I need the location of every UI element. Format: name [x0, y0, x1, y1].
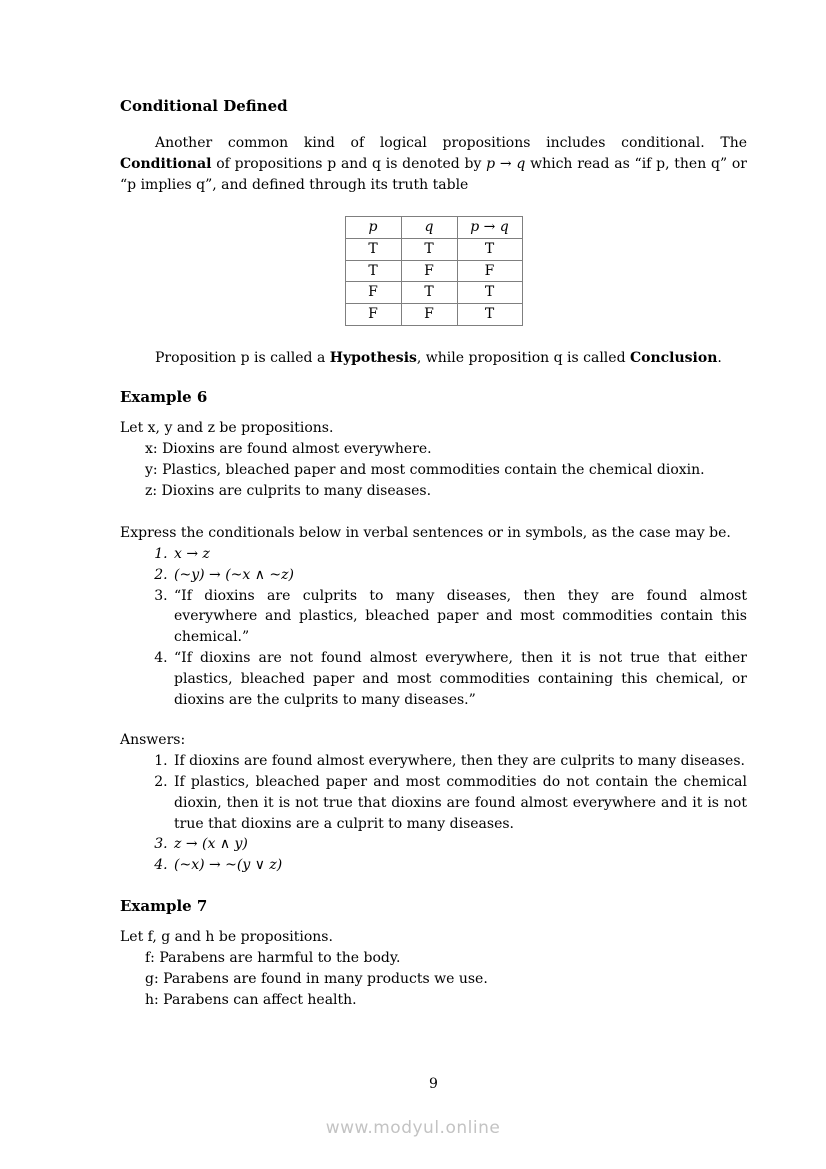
truth-table-wrapper [120, 216, 747, 327]
conditional-symbol: p → q [486, 155, 526, 172]
proposition-z: z: Dioxins are culprits to many diseases. [145, 482, 432, 499]
proposition-f: f: Parabens are harmful to the body. [145, 950, 401, 967]
intro-paragraph [120, 133, 747, 196]
truth-table-cell: F [401, 260, 457, 282]
truth-table-header-p: p [345, 216, 401, 238]
example6-items [120, 544, 747, 711]
truth-table-row [345, 304, 522, 326]
truth-table-header-pq: p → q [457, 216, 522, 238]
truth-table-cell: F [345, 282, 401, 304]
truth-table-cell: T [345, 260, 401, 282]
truth-table-row [345, 282, 522, 304]
example7-propositions [120, 948, 747, 1011]
intro-text-1: Another common kind of logical propositions includes conditional. The [155, 135, 747, 151]
conditional-term: Conditional [120, 155, 212, 172]
truth-table-cell: T [401, 238, 457, 260]
truth-table-header-row [345, 216, 522, 238]
example6-answers [120, 751, 747, 876]
answer-item: 4. (~x) → ~(y ∨ z) [172, 855, 747, 876]
example6-propositions [120, 439, 747, 502]
truth-table-cell: F [345, 304, 401, 326]
example6-heading: Example 6 [120, 388, 208, 407]
list-item: 4. “If dioxins are not found almost everywhere, then it is not true that either plastics, bleached paper and most commodities containing this chemical, or dioxins are the culprits to many diseases.” [172, 648, 747, 711]
page-number: 9 [429, 1076, 438, 1092]
proposition-g: g: Parabens are found in many products we use. [145, 971, 488, 988]
hypothesis-text-3: . [717, 350, 722, 367]
example6-lead: Let x, y and z be propositions. [120, 420, 334, 437]
list-item: 3. “If dioxins are culprits to many diseases, then they are found almost everywhere and plastics, bleached paper and most commodities contain this chemical.” [172, 586, 747, 649]
list-item: 1. x → z [172, 544, 747, 565]
truth-table-row [345, 238, 522, 260]
truth-table-cell: F [401, 304, 457, 326]
example7-heading: Example 7 [120, 897, 208, 916]
answer-item: 3. z → (x ∧ y) [172, 834, 747, 855]
truth-table-header-q: q [401, 216, 457, 238]
intro-text-3: which read as “if p, then q” or “p implies q”, and defined through its truth table [120, 155, 747, 193]
example7-lead: Let f, g and h be propositions. [120, 929, 333, 946]
truth-table-cell: T [457, 238, 522, 260]
proposition-x: x: Dioxins are found almost everywhere. [145, 441, 432, 458]
hypothesis-paragraph [120, 348, 747, 369]
conclusion-term: Conclusion [629, 350, 718, 367]
truth-table-cell: T [345, 238, 401, 260]
truth-table-cell: T [457, 304, 522, 326]
watermark: www.modyul.online [325, 1118, 501, 1138]
list-item: 2. (~y) → (~x ∧ ~z) [172, 565, 747, 586]
truth-table-cell: T [457, 282, 522, 304]
hypothesis-term: Hypothesis [329, 350, 417, 367]
truth-table-cell: F [457, 260, 522, 282]
proposition-h: h: Parabens can affect health. [145, 992, 357, 1008]
proposition-y: y: Plastics, bleached paper and most commodities contain the chemical dioxin. [145, 461, 705, 478]
truth-table-row [345, 260, 522, 282]
intro-text-2: of propositions p and q is denoted by [211, 155, 487, 172]
example6-task: Express the conditionals below in verbal sentences or in symbols, as the case may be. [120, 524, 731, 541]
answer-item: 1. If dioxins are found almost everywhere, then they are culprits to many diseases. [172, 751, 747, 772]
hypothesis-text-2: , while proposition q is called [416, 350, 630, 367]
page-content [120, 0, 747, 1011]
truth-table [345, 216, 523, 327]
section-title: Conditional Defined [120, 97, 288, 115]
answer-item: 2. If plastics, bleached paper and most commodities do not contain the chemical dioxin, then it is not true that dioxins are found almost everywhere and it is not true that dioxins are a culprit to many diseases. [172, 772, 747, 835]
hypothesis-text-1: Proposition p is called a [155, 350, 330, 367]
answers-label: Answers: [120, 731, 186, 748]
truth-table-cell: T [401, 282, 457, 304]
